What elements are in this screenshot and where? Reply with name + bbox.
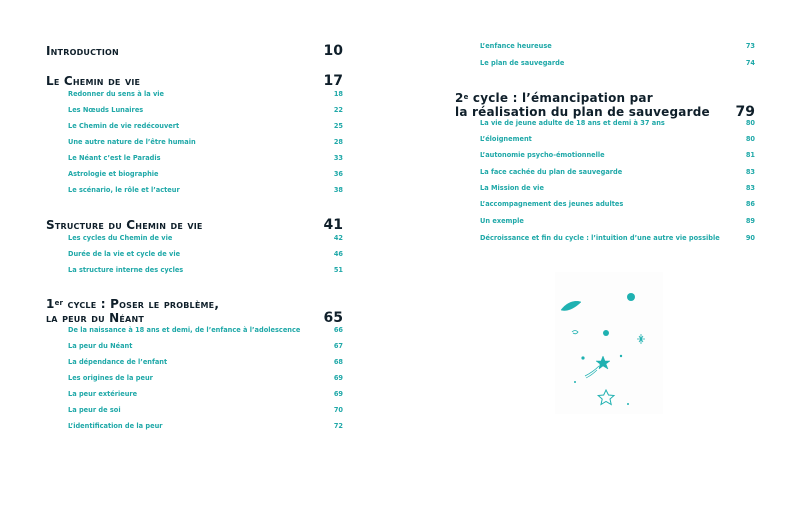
entry-label: L’identification de la peur [68,422,163,430]
entry-page: 46 [333,250,343,258]
chapter-title: 2e cycle : l’émancipation par [455,91,653,105]
entry-page: 72 [333,422,343,430]
toc-entry[interactable] [68,234,343,242]
entry-page: 18 [333,90,343,98]
entry-label: Le scénario, le rôle et l’acteur [68,186,180,194]
entry-page: 86 [745,200,755,208]
toc-chapter-chemin-de-vie[interactable] [46,74,343,88]
toc-entry[interactable] [480,184,755,192]
toc-entry[interactable] [480,200,755,208]
entry-page: 36 [333,170,343,178]
entry-label: La peur du Néant [68,342,133,350]
entry-label: La structure interne des cycles [68,266,184,274]
toc-entry[interactable] [480,217,755,225]
entry-label: Le plan de sauvegarde [480,59,565,67]
chapter-title: Structure du Chemin de vie [46,218,203,232]
entry-page: 22 [333,106,343,114]
toc-entry[interactable] [68,138,343,146]
entry-page: 51 [333,266,343,274]
toc-entry[interactable] [480,135,755,143]
toc-chapter-introduction[interactable] [46,44,343,58]
entry-label: La dépendance de l’enfant [68,358,168,366]
toc-entry[interactable] [68,358,343,366]
entry-label: La peur de soi [68,406,121,414]
entry-label: De la naissance à 18 ans et demi, de l’enfance à l’adolescence [68,326,301,334]
entry-page: 68 [333,358,343,366]
chapter-page-number: 65 [323,310,343,326]
entry-page: 25 [333,122,343,130]
toc-entry[interactable] [480,234,755,242]
entry-page: 38 [333,186,343,194]
stars-and-planets-icon [555,272,663,414]
entry-page: 42 [333,234,343,242]
entry-page: 28 [333,138,343,146]
entry-label: L’éloignement [480,135,532,143]
entry-page: 80 [745,135,755,143]
entry-label: Une autre nature de l’être humain [68,138,196,146]
toc-entry[interactable] [68,170,343,178]
toc-entry[interactable] [68,390,343,398]
toc-entry[interactable] [68,122,343,130]
toc-chapter-cycle-1[interactable] [46,297,343,311]
entry-page: 89 [745,217,755,225]
entry-page: 73 [745,42,755,50]
entry-label: La vie de jeune adulte de 18 ans et demi à 37 ans [480,119,665,127]
entry-label: Le Néant c’est le Paradis [68,154,161,162]
entry-page: 69 [333,390,343,398]
entry-label: L’autonomie psycho-émotionnelle [480,151,605,159]
entry-page: 67 [333,342,343,350]
entry-label: Un exemple [480,217,524,225]
entry-label: La peur extérieure [68,390,138,398]
toc-entry[interactable] [68,90,343,98]
chapter-page-number: 79 [735,104,755,120]
chapter-title-line2: la peur du Néant [46,311,144,325]
entry-label: Les origines de la peur [68,374,153,382]
chapter-title: Le Chemin de vie [46,74,141,88]
entry-label: Redonner du sens à la vie [68,90,165,98]
entry-label: L’accompagnement des jeunes adultes [480,200,624,208]
entry-page: 70 [333,406,343,414]
entry-label: Décroissance et fin du cycle : l’intuition d’une autre vie possible [480,234,720,242]
toc-entry[interactable] [480,168,755,176]
entry-page: 69 [333,374,343,382]
toc-entry[interactable] [68,406,343,414]
entry-page: 81 [745,151,755,159]
chapter-page-number: 10 [323,43,343,59]
entry-label: Les Nœuds Lunaires [68,106,144,114]
toc-chapter-cycle-2-line2[interactable] [455,105,755,119]
entry-page: 66 [333,326,343,334]
toc-entry[interactable] [480,151,755,159]
toc-entry[interactable] [68,250,343,258]
chapter-page-number: 41 [323,217,343,233]
entry-label: Les cycles du Chemin de vie [68,234,173,242]
decorative-illustration [555,272,663,414]
chapter-title: 1er cycle : Poser le problème, [46,297,220,311]
toc-entry[interactable] [480,42,755,50]
toc-chapter-cycle-1-line2[interactable] [46,311,343,325]
entry-label: La face cachée du plan de sauvegarde [480,168,623,176]
entry-page: 83 [745,184,755,192]
entry-label: Durée de la vie et cycle de vie [68,250,181,258]
toc-entry[interactable] [68,154,343,162]
toc-entry[interactable] [480,119,755,127]
entry-page: 33 [333,154,343,162]
toc-entry[interactable] [68,266,343,274]
toc-entry[interactable] [68,326,343,334]
chapter-title: Introduction [46,44,119,58]
toc-entry[interactable] [480,59,755,67]
entry-page: 74 [745,59,755,67]
toc-entry[interactable] [68,106,343,114]
toc-chapter-cycle-2[interactable] [455,91,755,105]
chapter-page-number: 17 [323,73,343,89]
toc-entry[interactable] [68,422,343,430]
toc-entry[interactable] [68,374,343,382]
entry-label: Le Chemin de vie redécouvert [68,122,180,130]
entry-label: L’enfance heureuse [480,42,552,50]
entry-page: 83 [745,168,755,176]
toc-chapter-structure[interactable] [46,218,343,232]
entry-label: Astrologie et biographie [68,170,159,178]
chapter-title-line2: la réalisation du plan de sauvegarde [455,105,710,119]
entry-page: 90 [745,234,755,242]
entry-page: 80 [745,119,755,127]
entry-label: La Mission de vie [480,184,544,192]
toc-entry[interactable] [68,186,343,194]
toc-entry[interactable] [68,342,343,350]
